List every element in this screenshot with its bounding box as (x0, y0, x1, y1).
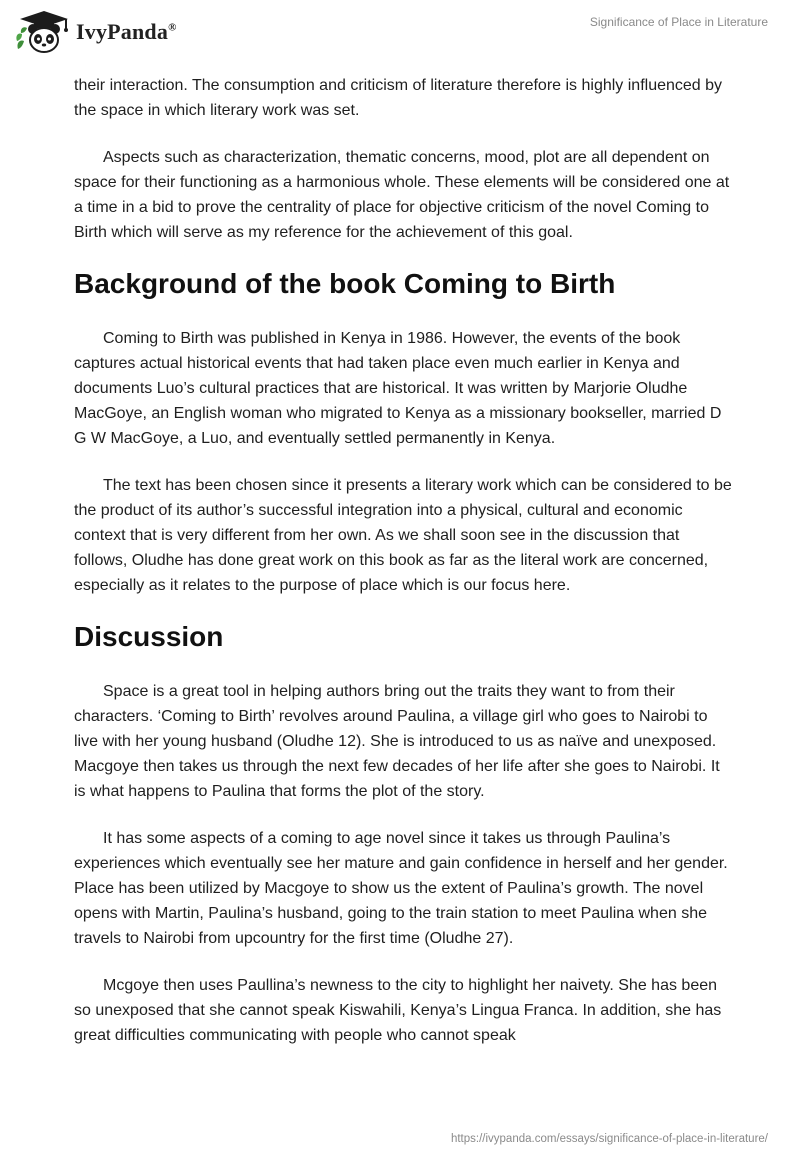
paragraph: Aspects such as characterization, thematic concerns, mood, plot are all dependent on space for their functioning as a harmonious whole. These elements will be considered one at a time in a bid to prove the centrality of place for objective criticism of the novel Coming to Birth which will serve as my reference for the achievement of this goal. (74, 149, 730, 241)
page-header (0, 0, 800, 64)
section-heading-background: Background of the book Coming to Birth (74, 268, 616, 299)
source-url[interactable]: https://ivypanda.com/essays/significance-of-place-in-literature/ (450, 1133, 768, 1145)
panda-graduate-icon (14, 9, 72, 55)
logo-text: IvyPanda (76, 19, 169, 44)
paragraph: Mcgoye then uses Paullina’s newness to the city to highlight her naivety. She has been so unexposed that she cannot speak Kiswahili, Kenya’s Lingua Franca. In addition, she has great difficulties communicating with people who cannot speak (74, 977, 722, 1044)
paragraph: their interaction. The consumption and criticism of literature therefore is highly influenced by the space in which literary work was set. (74, 77, 723, 119)
logo-wordmark (76, 19, 177, 45)
paragraph: Space is a great tool in helping authors bring out the traits they want to from their characters. ‘Coming to Birth’ revolves around Paulina, a village girl who goes to Nairobi to live with her young husband (Oludhe 12). She is introduced to us as naïve and unexposed. Macgoye then takes us through the next few decades of her life after she goes to Nairobi. It is what happens to Paulina that forms the plot of the story. (74, 683, 720, 800)
paragraph: It has some aspects of a coming to age novel since it takes us through Paulina’s experiences which eventually see her mature and gain confidence in herself and her gender. Place has been utilized by Macgoye to show us the extent of Paulina’s growth. The novel opens with Martin, Paulina’s husband, going to the train station to meet Paulina when she travels to Nairobi from upcountry for the first time (Oludhe 27). (74, 830, 728, 947)
paragraph: Coming to Birth was published in Kenya in 1986. However, the events of the book captures actual historical events that had taken place even much earlier in Kenya and documents Luo’s cultural practices that are historical. It was written by Marjorie Oludhe MacGoye, an English woman who migrated to Kenya as a missionary bookseller, married D G W MacGoye, a Luo, and eventually settled permanently in Kenya. (74, 330, 722, 447)
registered-mark: ® (168, 21, 177, 34)
section-heading-discussion: Discussion (74, 621, 224, 652)
ivypanda-logo[interactable] (14, 8, 177, 56)
document-title: Significance of Place in Literature (589, 15, 768, 29)
paragraph: The text has been chosen since it presents a literary work which can be considered to be the product of its author’s successful integration into a physical, cultural and economic context that is very different from her own. As we shall soon see in the discussion that follows, Oludhe has done great work on this book as far as the literal work are concerned, especially as it relates to the purpose of place which is our focus here. (74, 477, 732, 594)
essay-content (74, 73, 734, 1070)
